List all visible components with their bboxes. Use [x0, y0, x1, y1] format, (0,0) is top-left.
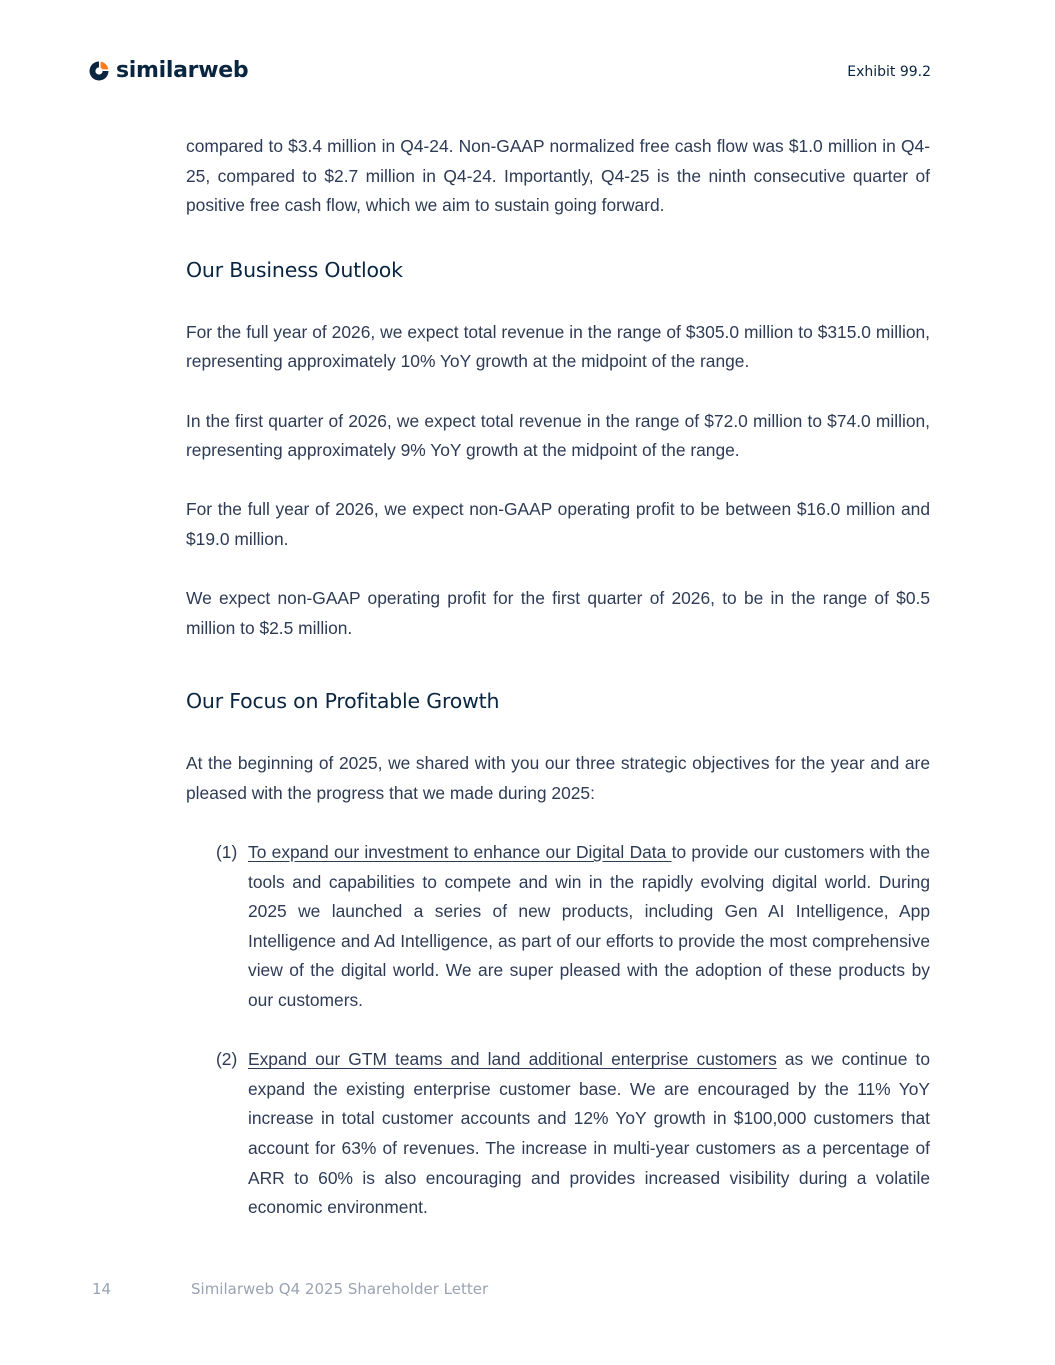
brand-name: similarweb	[116, 58, 249, 83]
objective-text	[248, 1045, 930, 1223]
objective-link[interactable]: Expand our GTM teams and land additional enterprise customers	[248, 1049, 777, 1070]
intro-paragraph: compared to $3.4 million in Q4-24. Non-GAAP normalized free cash flow was $1.0 million in Q4-25, compared to $2.7 million in Q4-24. Importantly, Q4-25 is the ninth consecutive quarter of positive free cash flow, which we aim to sustain going forward.	[186, 136, 930, 216]
section-heading-focus: Our Focus on Profitable Growth	[186, 689, 500, 714]
outlook-paragraph-1: For the full year of 2026, we expect total revenue in the range of $305.0 million to $315.0 million, representing approximately 10% YoY growth at the midpoint of the range.	[186, 321, 930, 372]
objective-description: as we continue to expand the existing enterprise customer base. We are encouraged by the 11% YoY increase in total customer accounts and 12% YoY growth in $100,000 customers that account for 63% of revenues. The increase in multi-year customers as a percentage of ARR to 60% is also encouraging and provides increased visibility during a volatile economic environment.	[248, 1049, 930, 1218]
letter-body	[186, 132, 930, 1223]
outlook-paragraph-4: We expect non-GAAP operating profit for the first quarter of 2026, to be in the range of $0.5 million to $2.5 million.	[186, 588, 930, 638]
page-header	[88, 58, 931, 90]
brand-logo[interactable]	[88, 58, 248, 83]
list-number: (1)	[216, 842, 238, 863]
outlook-paragraph-2: In the first quarter of 2026, we expect total revenue in the range of $72.0 million to $74.0 million, representing approximately 9% YoY growth at the midpoint of the range.	[186, 410, 930, 461]
exhibit-label: Exhibit 99.2	[847, 64, 931, 80]
similarweb-logo-icon	[88, 60, 110, 82]
section-heading-outlook: Our Business Outlook	[186, 257, 403, 282]
focus-intro-paragraph: At the beginning of 2025, we shared with you our three strategic objectives for the year and are pleased with the progress that we made during 2025:	[186, 753, 930, 803]
footer-title: Similarweb Q4 2025 Shareholder Letter	[191, 1280, 489, 1298]
outlook-paragraph-3: For the full year of 2026, we expect non-GAAP operating profit to be between $16.0 million and $19.0 million.	[186, 499, 930, 549]
objective-text	[248, 838, 930, 1016]
objective-item-2	[186, 1045, 930, 1223]
page-number: 14	[92, 1280, 112, 1298]
objective-link[interactable]: To expand our investment to enhance our Digital Data	[248, 842, 672, 863]
page-footer	[0, 1280, 1055, 1300]
list-number: (2)	[216, 1049, 238, 1070]
objective-description: to provide our customers with the tools and capabilities to compete and win in the rapidly evolving digital world. During 2025 we launched a series of new products, including Gen AI Intelligence, App Intelligence and Ad Intelligence, as part of our efforts to provide the most comprehensive view of the digital world. We are super pleased with the adoption of these products by our customers.	[248, 842, 930, 1011]
objective-item-1	[186, 838, 930, 1016]
